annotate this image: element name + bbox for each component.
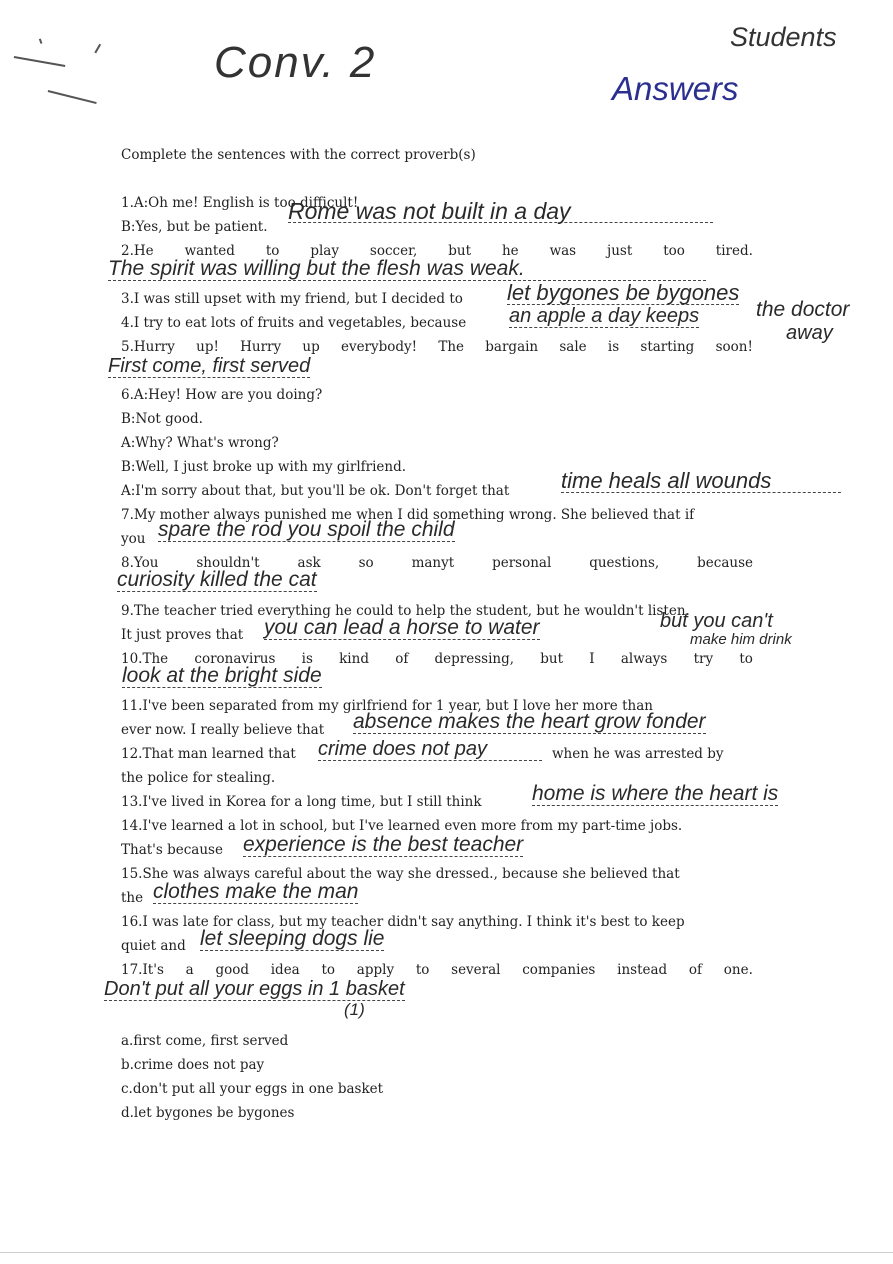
question-7: 7.My mother always punished me when I did something wrong. She believed that if	[121, 507, 695, 523]
question-3: 3.I was still upset with my friend, but I decided to	[121, 291, 463, 307]
question-6-line-a: 6.A:Hey! How are you doing?	[121, 387, 323, 403]
question-1-line-a: 1.A:Oh me! English is too difficult!	[121, 195, 359, 211]
question-16-line-b: quiet and	[121, 938, 186, 954]
question-12-line-d: the police for stealing.	[121, 770, 276, 786]
question-9-line-b: It just proves that	[121, 627, 244, 643]
question-6-line-e: A:I'm sorry about that, but you'll be ok. Don't forget that	[121, 483, 510, 499]
question-6-line-d: B:Well, I just broke up with my girlfriend.	[121, 459, 407, 475]
question-15: 15.She was always careful about the way she dressed., because she believed that	[121, 866, 680, 882]
question-8: 8.You shouldn't ask so manyt personal questions, because	[121, 555, 753, 571]
answer-4: an apple a day keeps	[509, 305, 700, 327]
question-12-line-c: when he was arrested by	[552, 746, 724, 762]
page-title: Conv. 2	[214, 38, 377, 87]
question-2: 2.He wanted to play soccer, but he was just too tired.	[121, 243, 753, 259]
answer-2: The spirit was willing but the flesh was weak.	[108, 258, 706, 281]
answer-12: crime does not pay	[318, 738, 542, 761]
question-6-line-c: A:Why? What's wrong?	[121, 435, 279, 451]
question-14: 14.I've learned a lot in school, but I've learned even more from my part-time jobs.	[121, 818, 683, 834]
answer-6: time heals all wounds	[561, 470, 841, 493]
answer-5: First come, first served	[108, 355, 311, 377]
question-15-line-b: the	[121, 890, 144, 906]
pen-stroke-mark	[39, 38, 42, 43]
question-12: 12.That man learned that	[121, 746, 296, 762]
option-b: b.crime does not pay	[121, 1057, 265, 1073]
pen-stroke-mark	[94, 44, 100, 53]
answer-10: look at the bright side	[122, 664, 322, 687]
header-tag-students: Students	[730, 22, 837, 52]
option-a: a.first come, first served	[121, 1033, 289, 1049]
answer-14: experience is the best teacher	[243, 833, 524, 856]
pen-stroke-mark	[14, 56, 65, 67]
question-1-line-b: B:Yes, but be patient.	[121, 219, 268, 235]
question-17: 17.It's a good idea to apply to several companies instead of one.	[121, 962, 753, 978]
answer-1: Rome was not built in a day	[288, 200, 713, 223]
question-14-line-b: That's because	[121, 842, 223, 858]
answer-4-continued: the doctor	[756, 298, 850, 321]
question-10: 10.The coronavirus is kind of depressing, but I always try to	[121, 651, 753, 667]
instruction-text: Complete the sentences with the correct proverb(s)	[121, 147, 476, 163]
answer-9: you can lead a horse to water	[264, 616, 540, 639]
scan-edge-line	[0, 1252, 893, 1253]
question-11: 11.I've been separated from my girlfriend for 1 year, but I love her more than	[121, 698, 653, 714]
pen-stroke-mark	[48, 90, 97, 104]
option-d: d.let bygones be bygones	[121, 1105, 295, 1121]
option-c: c.don't put all your eggs in one basket	[121, 1081, 384, 1097]
question-6-line-b: B:Not good.	[121, 411, 203, 427]
answer-11: absence makes the heart grow fonder	[353, 710, 706, 733]
answer-17: Don't put all your eggs in 1 basket	[104, 978, 405, 1000]
answer-13: home is where the heart is	[532, 782, 779, 805]
answer-8: curiosity killed the cat	[117, 568, 317, 591]
question-16: 16.I was late for class, but my teacher didn't say anything. I think it's best to keep	[121, 914, 685, 930]
question-5: 5.Hurry up! Hurry up everybody! The bargain sale is starting soon!	[121, 339, 753, 355]
header-tag-answers: Answers	[612, 70, 739, 107]
answer-4-continued-2: away	[786, 322, 833, 344]
question-13: 13.I've lived in Korea for a long time, but I still think	[121, 794, 482, 810]
answer-9-continued: but you can't	[660, 610, 773, 632]
answer-16: let sleeping dogs lie	[200, 927, 385, 950]
answer-17-note: (1)	[344, 1000, 365, 1019]
question-7-line-b: you	[121, 531, 146, 547]
answer-7: spare the rod you spoil the child	[158, 518, 455, 541]
question-11-line-b: ever now. I really believe that	[121, 722, 325, 738]
answer-15: clothes make the man	[153, 880, 359, 903]
question-9: 9.The teacher tried everything he could to help the student, but he wouldn't listen.	[121, 603, 690, 619]
question-4: 4.I try to eat lots of fruits and vegetables, because	[121, 315, 467, 331]
answer-9-continued-2: make him drink	[690, 631, 792, 648]
answer-3: let bygones be bygones	[507, 280, 740, 305]
